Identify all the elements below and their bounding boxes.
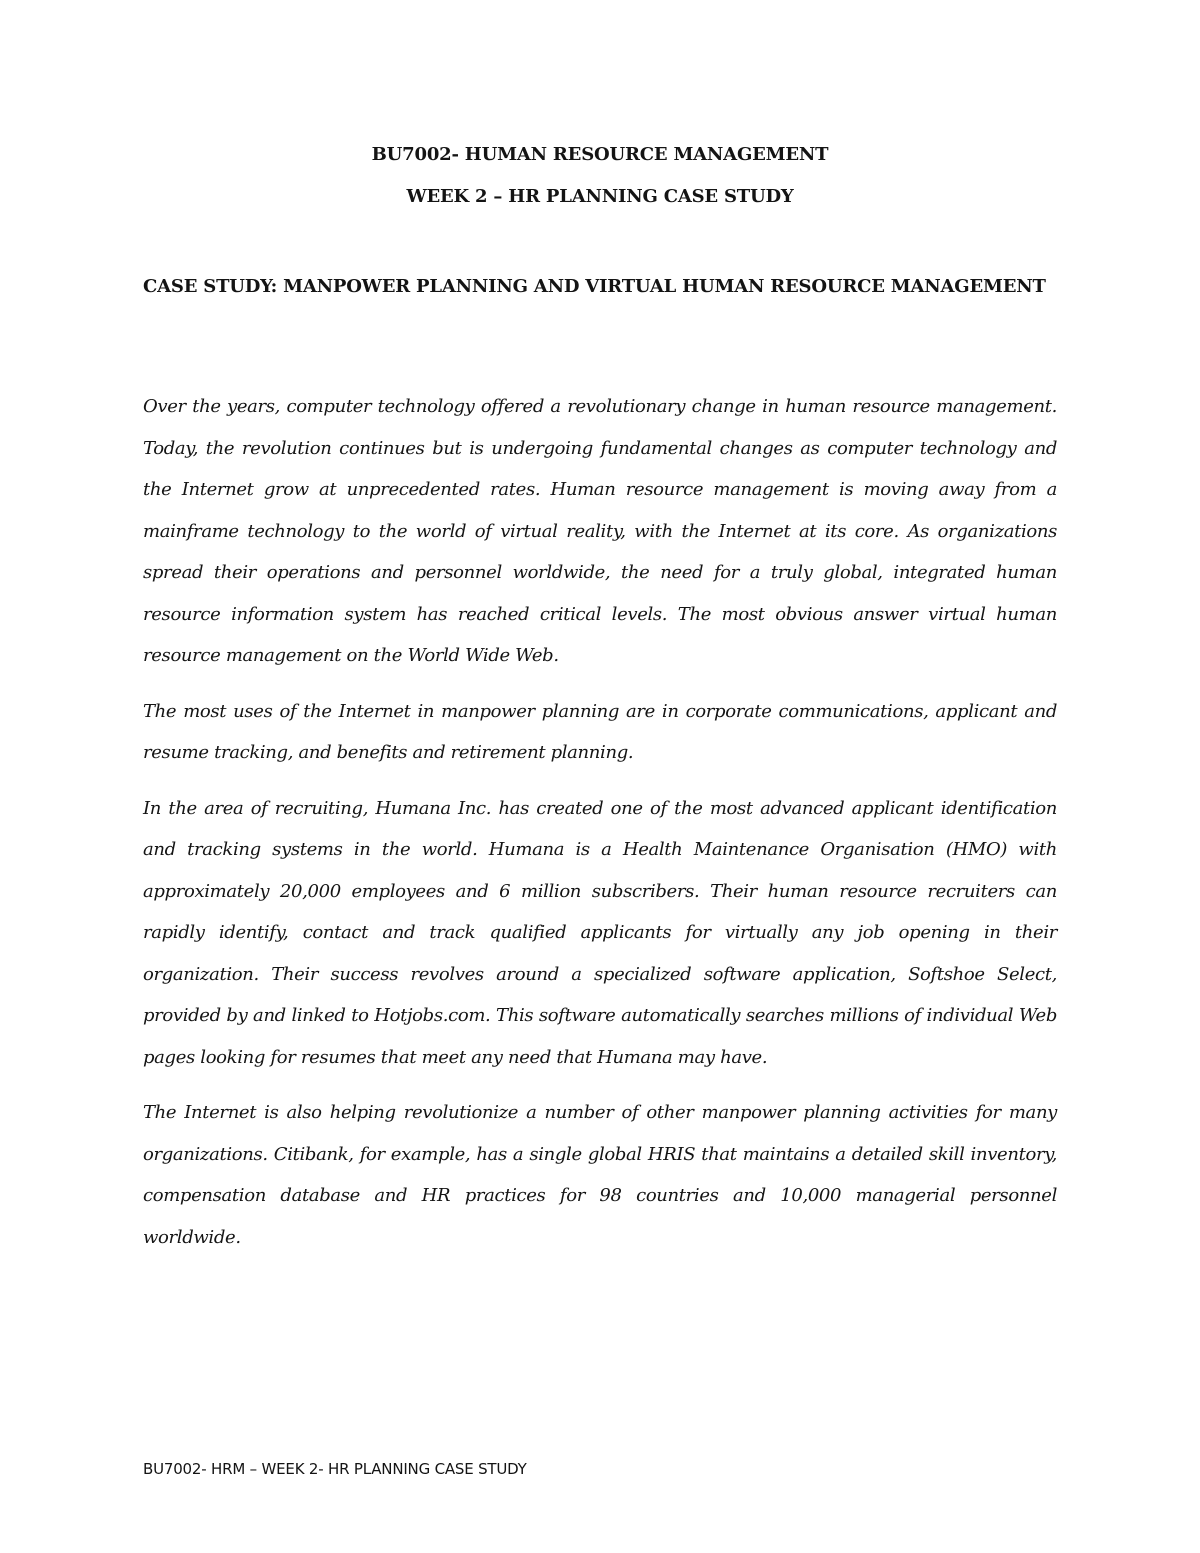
- paragraph-intro: Over the years, computer technology offered a revolutionary change in human resource management. Today, the revolution continues but is undergoing fundamental changes as computer technology and the Internet grow at unprecedented rates. Human resource management is moving away from a mainframe technology to the world of virtual reality, with the Internet at its core. As organizations spread their operations and personnel worldwide, the need for a truly global, integrated human resource information system has reached critical levels. The most obvious answer virtual human resource management on the World Wide Web.: [143, 396, 1057, 666]
- page-footer: BU7002- HRM – WEEK 2- HR PLANNING CASE STUDY: [143, 1460, 527, 1478]
- case-study-heading: CASE STUDY: MANPOWER PLANNING AND VIRTUAL HUMAN RESOURCE MANAGEMENT: [143, 276, 1046, 297]
- paragraph-humana: In the area of recruiting, Humana Inc. has created one of the most advanced applicant identification and tracking systems in the world. Humana is a Health Maintenance Organisation (HMO) with approximately 20,000 employees and 6 million subscribers. Their human resource recruiters can rapidly identify, contact and track qualified applicants for virtually any job opening in their organization. Their success revolves around a specialized software application, Softshoe Select, provided by and linked to Hotjobs.com. This software automatically searches millions of individual Web pages looking for resumes that meet any need that Humana may have.: [143, 797, 1057, 1068]
- week-title: WEEK 2 – HR PLANNING CASE STUDY: [406, 186, 794, 207]
- course-title: BU7002- HUMAN RESOURCE MANAGEMENT: [371, 144, 829, 165]
- paragraph-citibank: The Internet is also helping revolutionize a number of other manpower planning activities for many organizations. Citibank, for example, has a single global HRIS that maintains a detailed skill inventory, compensation database and HR practices for 98 countries and 10,000 managerial personnel worldwide.: [143, 1102, 1057, 1248]
- case-study-body: [143, 386, 1057, 1272]
- paragraph-internet-uses: The most uses of the Internet in manpower planning are in corporate communications, applicant and resume tracking, and benefits and retirement planning.: [143, 700, 1057, 763]
